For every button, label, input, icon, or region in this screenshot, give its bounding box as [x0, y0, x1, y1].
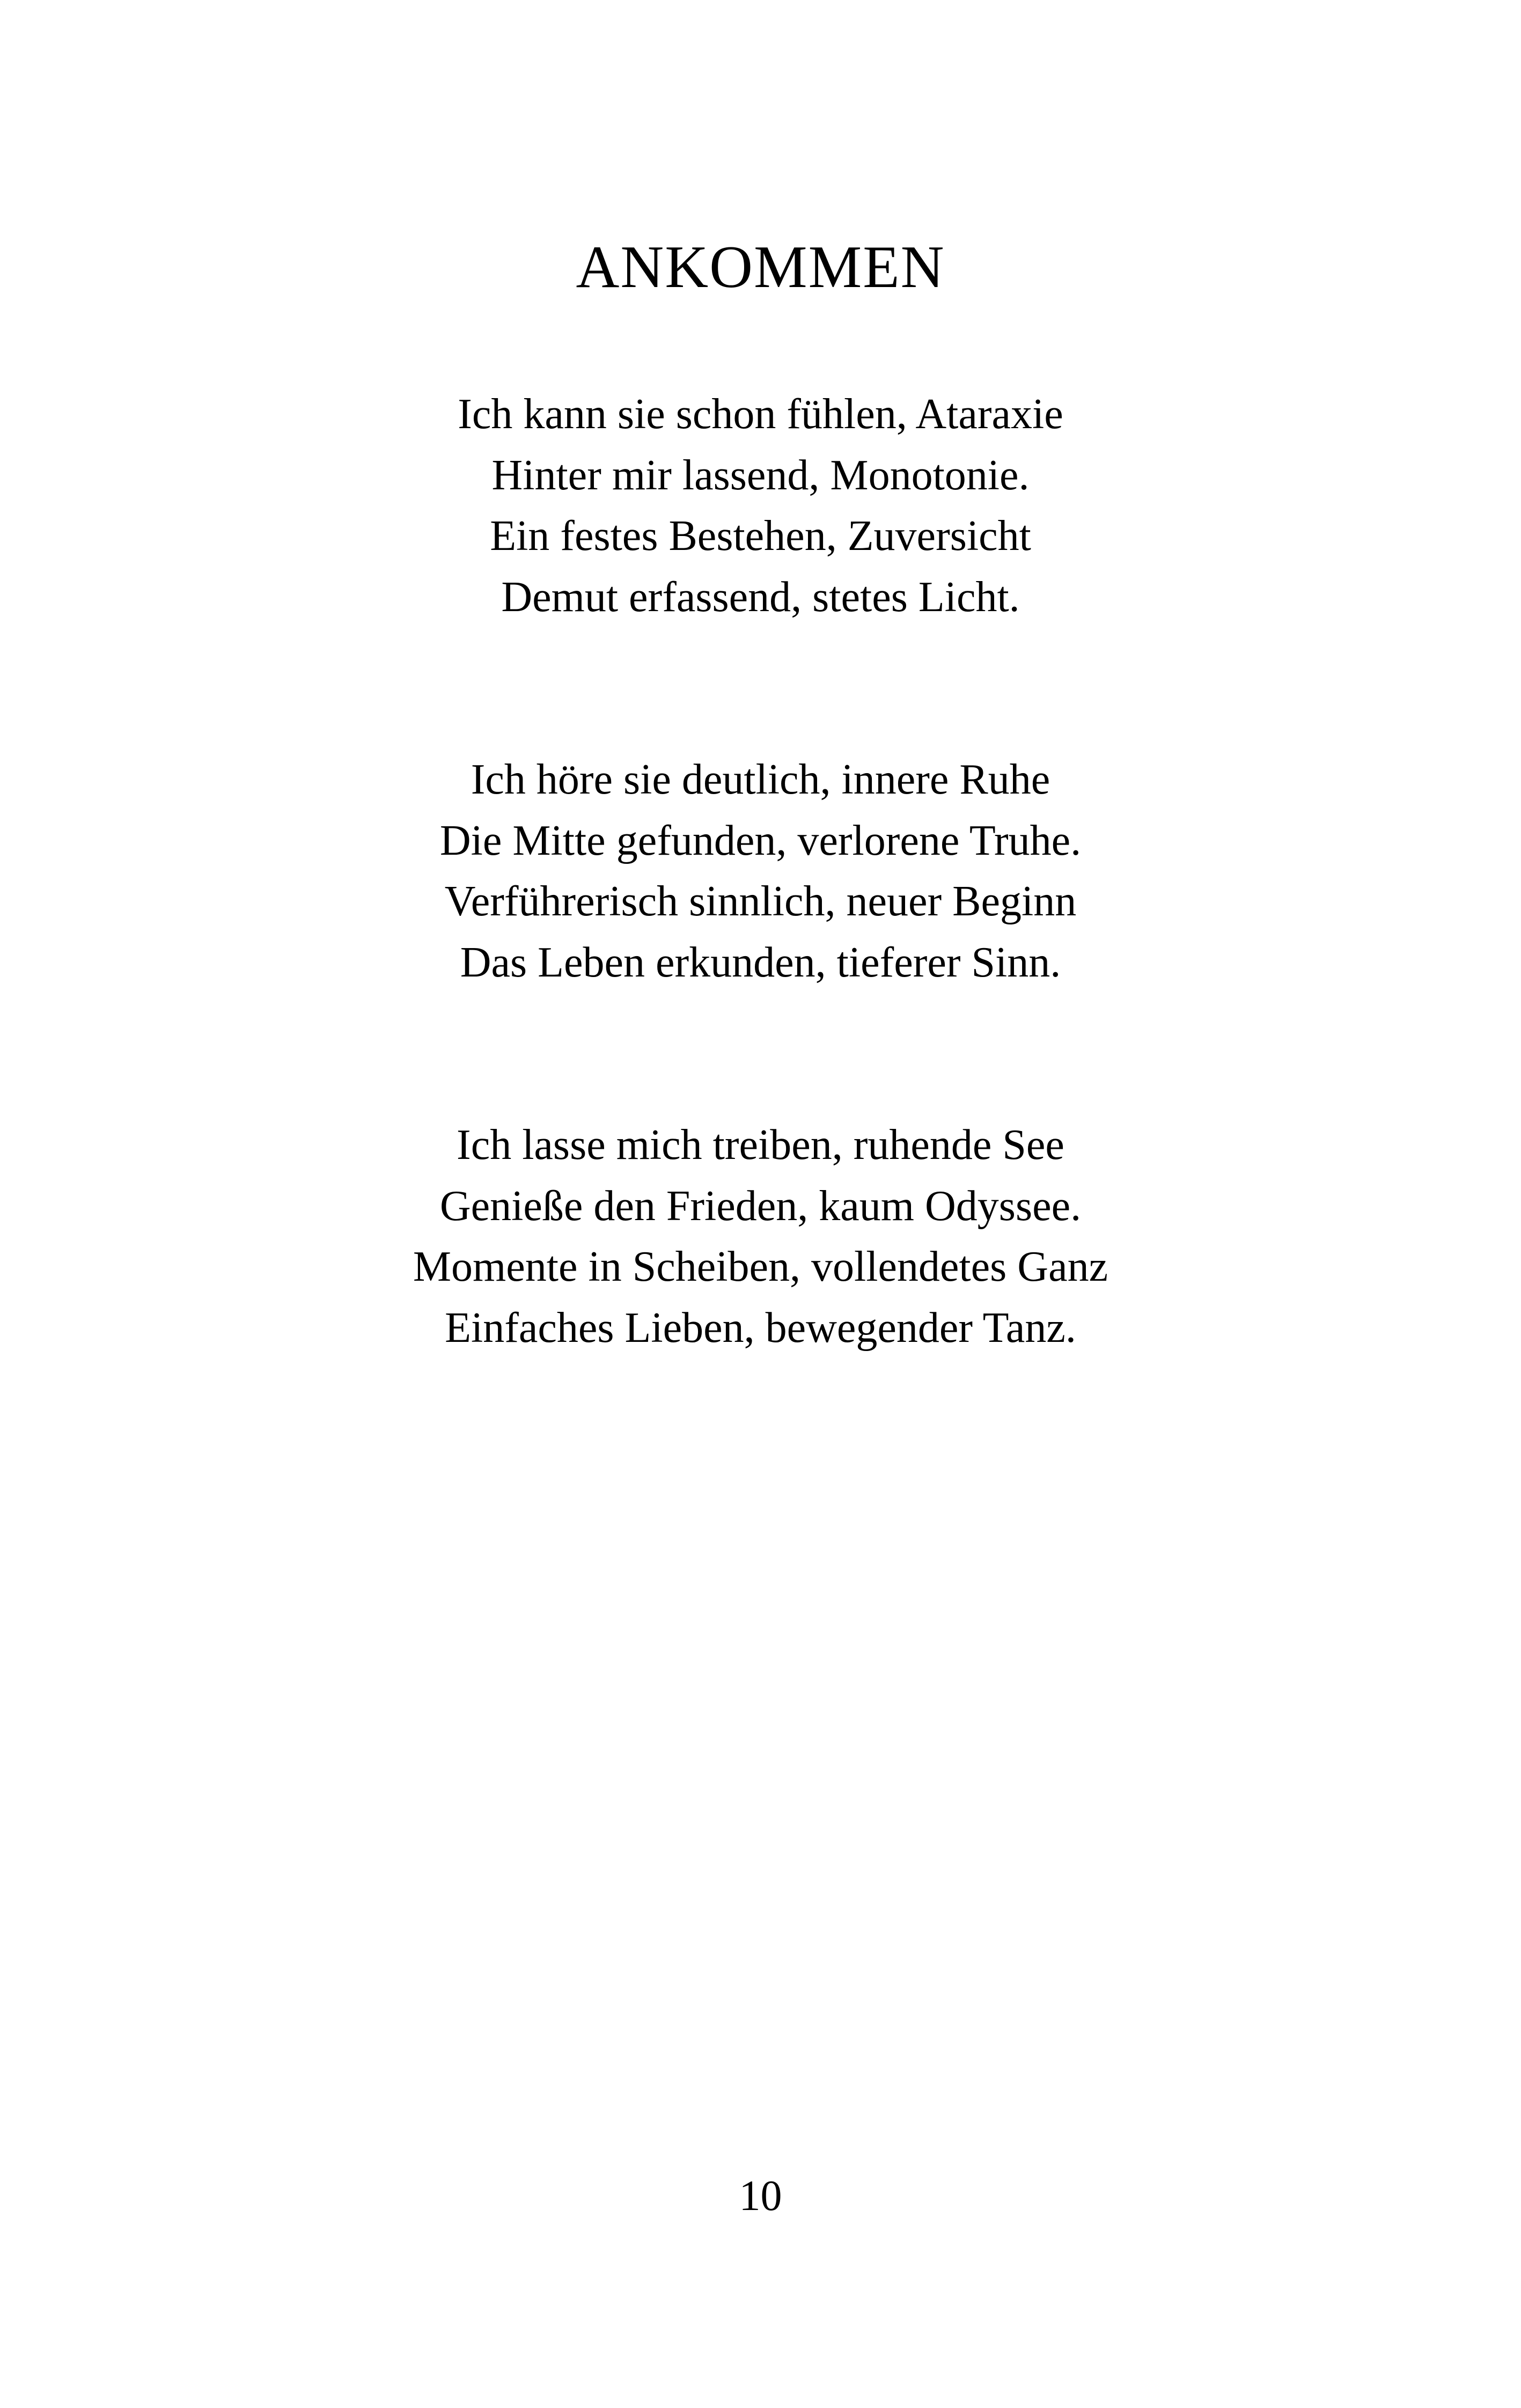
poem-line: Verführerisch sinnlich, neuer Beginn — [444, 878, 1077, 925]
poem-line: Einfaches Lieben, bewegender Tanz. — [445, 1304, 1076, 1352]
poem-line: Ich höre sie deutlich, innere Ruhe — [471, 756, 1050, 803]
poem-body — [0, 384, 1521, 1480]
poem-line: Momente in Scheiben, vollendetes Ganz — [413, 1243, 1108, 1290]
poem-line: Hinter mir lassend, Monotonie. — [491, 451, 1030, 499]
poem-line: Ein festes Bestehen, Zuversicht — [490, 512, 1031, 560]
poem-line: Demut erfassend, stetes Licht. — [501, 573, 1020, 621]
stanza-2 — [0, 750, 1521, 993]
poem-line: Ich lasse mich treiben, ruhende See — [457, 1121, 1064, 1169]
page-number: 10 — [739, 2172, 782, 2220]
poem-line: Genieße den Frieden, kaum Odyssee. — [439, 1182, 1082, 1230]
poem-line: Das Leben erkunden, tieferer Sinn. — [460, 938, 1061, 986]
poem-title: ANKOMMEN — [576, 234, 945, 300]
poem-line: Die Mitte gefunden, verlorene Truhe. — [439, 817, 1082, 864]
stanza-3 — [0, 1115, 1521, 1359]
poem-line: Ich kann sie schon fühlen, Ataraxie — [458, 391, 1063, 438]
stanza-1 — [0, 384, 1521, 628]
